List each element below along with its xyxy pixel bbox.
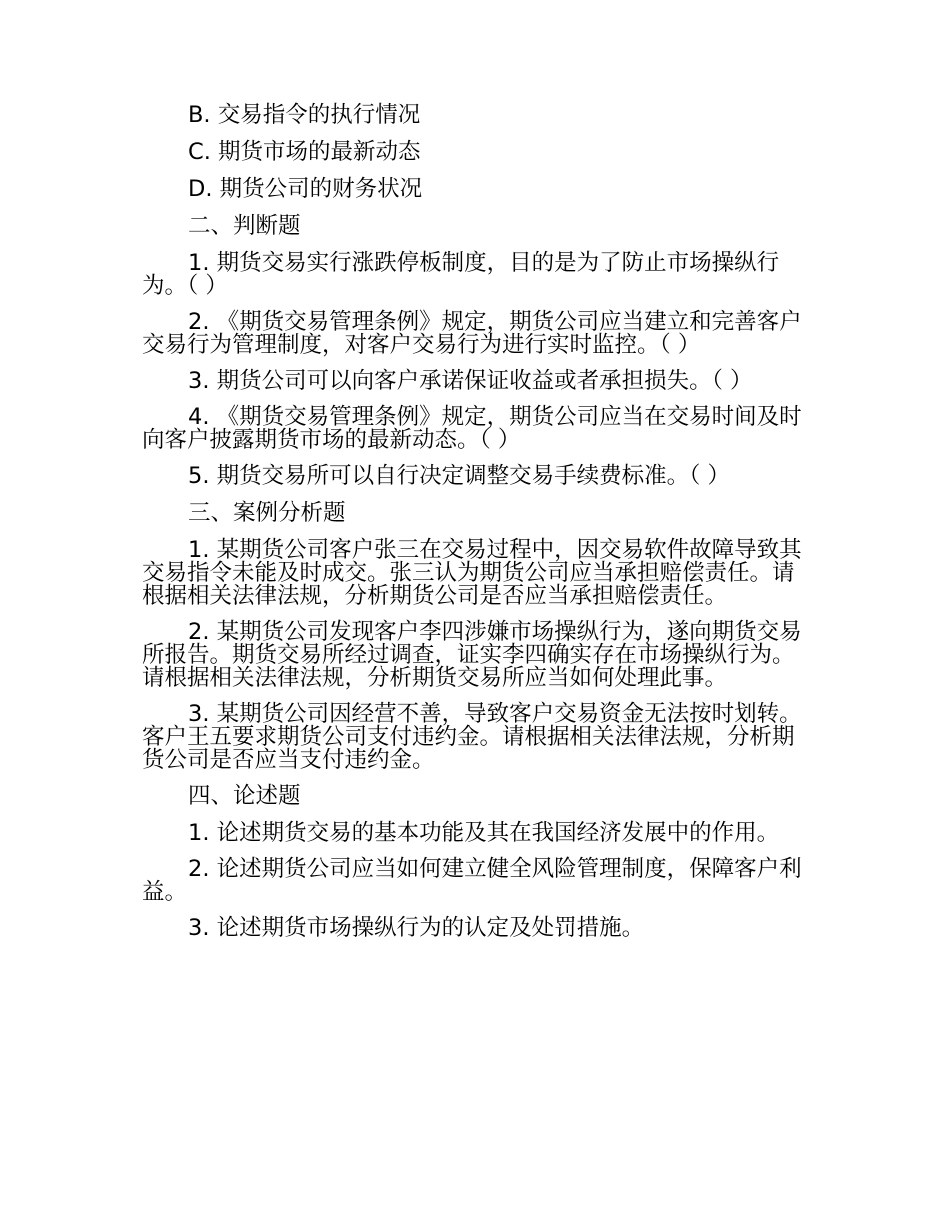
essay-question-2: 2. 论述期货公司应当如何建立健全风险管理制度，保障客户利益。 [142, 856, 802, 905]
section-heading-case-analysis: 三、案例分析题 [188, 500, 346, 526]
true-false-question-4: 4. 《期货交易管理条例》规定，期货公司应当在交易时间及时向客户披露期货市场的最新动态。（ ） [142, 404, 802, 453]
essay-question-1: 1. 论述期货交易的基本功能及其在我国经济发展中的作用。 [188, 820, 780, 846]
option-b: B. 交易指令的执行情况 [188, 102, 421, 128]
document-body [142, 104, 812, 954]
option-d: D. 期货公司的财务状况 [188, 176, 423, 202]
true-false-question-1: 1. 期货交易实行涨跌停板制度，目的是为了防止市场操纵行为。（ ） [142, 250, 780, 299]
case-question-3: 3. 某期货公司因经营不善，导致客户交易资金无法按时划转。客户王五要求期货公司支付违约金。请根据相关法律法规，分析期货公司是否应当支付违约金。 [142, 701, 802, 773]
true-false-question-3: 3. 期货公司可以向客户承诺保证收益或者承担损失。（ ） [188, 368, 753, 394]
section-heading-true-false: 二、判断题 [188, 213, 301, 239]
essay-question-3: 3. 论述期货市场操纵行为的认定及处罚措施。 [188, 915, 645, 941]
case-question-1: 1. 某期货公司客户张三在交易过程中，因交易软件故障导致其交易指令未能及时成交。张三认为期货公司应当承担赔偿责任。请根据相关法律法规，分析期货公司是否应当承担赔偿责任。 [142, 537, 802, 609]
true-false-question-5: 5. 期货交易所可以自行决定调整交易手续费标准。（ ） [188, 463, 731, 489]
case-question-2: 2. 某期货公司发现客户李四涉嫌市场操纵行为，遂向期货交易所报告。期货交易所经过调查，证实李四确实存在市场操纵行为。请根据相关法律法规，分析期货交易所应当如何处理此事。 [142, 619, 802, 691]
option-c: C. 期货市场的最新动态 [188, 139, 421, 165]
section-heading-essay: 四、论述题 [188, 783, 301, 809]
true-false-question-2: 2. 《期货交易管理条例》规定，期货公司应当建立和完善客户交易行为管理制度，对客户交易行为进行实时监控。（ ） [142, 309, 802, 358]
